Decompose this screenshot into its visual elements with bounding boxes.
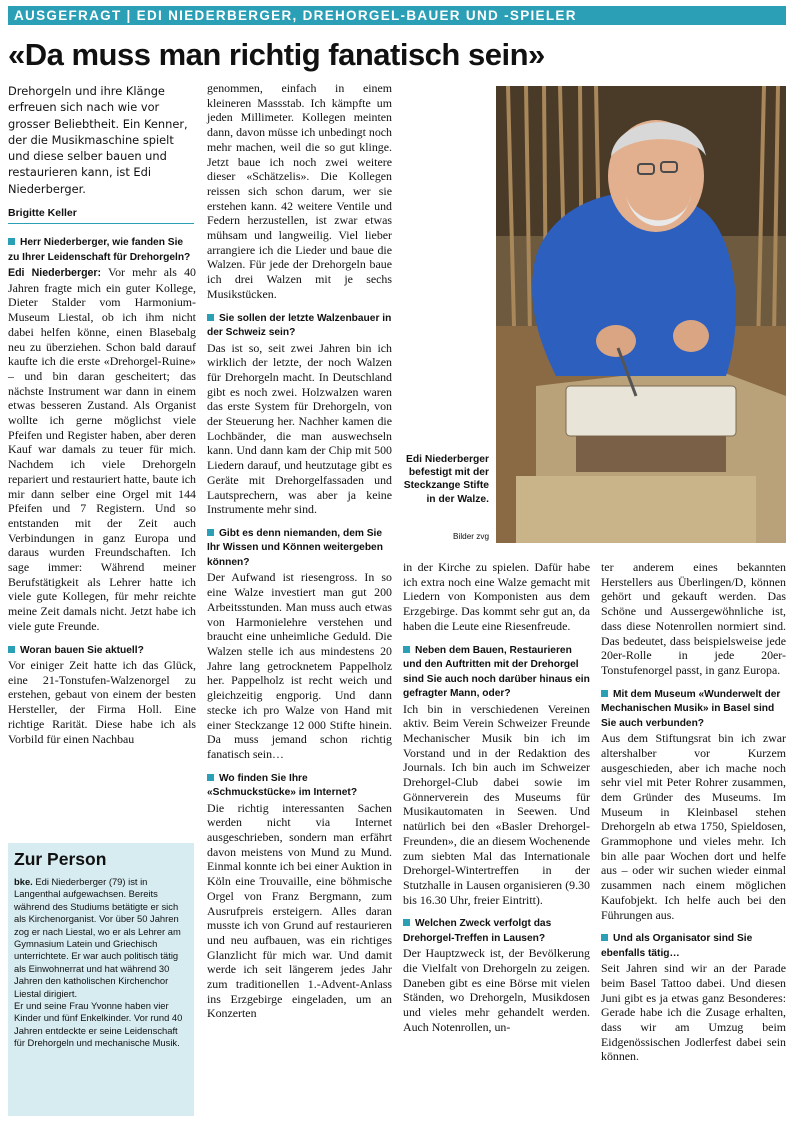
- question: Gibt es denn niemanden, dem Sie Ihr Wissen und Können weitergeben können?: [207, 527, 392, 571]
- answer: Vor einiger Zeit hatte ich das Glück, eine 21-Tonstufen-Walzenorgel zu erstehen, gebaut von einem der besten Hersteller, der Firma Holl. Eine richtige Rarität. Diese habe ich als Vorbild für einen Nachbau: [8, 658, 196, 746]
- author-tag: bke.: [14, 876, 33, 887]
- answer-text: Vor mehr als 40 Jahren fragte mich ein guter Kollege, Dieter Stalder vom Harmonium-Museum Liestal, ob ich ihm nicht dabei helfen könne, einen Blasebalg neu zu überziehen. Schon bald darauf kaufte ich die erste «Drehorgel-Ruine» – und bin daran gescheitert; das nächste Instrument war dann in einem etwas besseren Zustand. Als Organist wollte ich gerne möglichst viele Pfeifen und Register haben, aber deren Kauf war damals zu teuer für mich. Nachdem ich viele Drehorgeln repariert und restauriert hatte, baute ich mir dann selber eine Orgel mit 144 Pfeifen und 7 Registern. Und so entstanden mit der Zeit auch Verbindungen in ganz Europa und daraus wurden Freundschaften. Ich sage immer: Während meiner Berufstätigkeit als Lehrer hatte ich viele gute Kollegen, für mehr reichte meine Zeit damals nicht. Jetzt habe ich viele gute Freunde.: [8, 265, 196, 633]
- headline: «Da muss man richtig fanatisch sein»: [8, 37, 545, 72]
- answer: Die richtig interessanten Sachen werden nicht via Internet ausgeschrieben, sondern man erfährt davon meistens von Mund zu Mund. Einmal konnte ich bei einer Auktion in Köln eine Trouvaille, eine böhmische Orgel von Franz Bergmann, zum Ausrufpreis ersteigern. Alles daran musste ich von Grund auf restaurieren und neu aufbauen, was ein richtiges Glanzlicht für mich war. Und damit werde ich seit längerem jedes Jahr zum traditionellen 1.-Advent-Anlass ins Erzgebirge eingeladen, um an Konzerten: [207, 800, 392, 1021]
- question: Sie sollen der letzte Walzenbauer in der Schweiz sein?: [207, 312, 392, 341]
- profile-box: [8, 843, 194, 1116]
- lead-paragraph: Drehorgeln und ihre Klänge erfreuen sich nach wie vor grosser Beliebtheit. Ein Kenner, der die Musikmaschine spielt und diese selber bauen und restaurieren kann, ist Edi Niederberger.: [8, 84, 188, 196]
- answer: in der Kirche zu spielen. Dafür habe ich extra noch eine Walze gemacht mit Liedern von Komponisten aus dem Erzgebirge. Das kommt sehr gut an, da haben die Leute eine Riesenfreude.: [403, 560, 590, 633]
- question: Neben dem Bauen, Restaurieren und den Auftritten mit der Drehorgel sind Sie auch noch darüber hinaus ein gefragter Mann, oder?: [403, 644, 590, 702]
- answer: ter anderem eines bekannten Herstellers aus Überlingen/D, können gehört und gekauft werden. Das Schöne und Aussergewöhnliche ist, dass diese Notenrollen normiert sind. Das bedeutet, dass beispielsweise jede 20er-Rolle in jede 20er-Tonstufenorgel passt, in ganz Europa.: [601, 560, 786, 677]
- profile-paragraph: Er und seine Frau Yvonne haben vier Kinder und fünf Enkelkinder. Vor rund 40 Jahren entdeckte er seine Leidenschaft für Drehorgeln und mechanische Musik.: [14, 1000, 183, 1049]
- answer: [8, 265, 196, 634]
- photo-caption: Edi Niederberger befestigt mit der Steckzange Stifte in der Walze.: [403, 454, 489, 505]
- column-4: [601, 560, 786, 1064]
- speaker-label: Edi Niederberger:: [8, 267, 102, 279]
- answer: genommen, einfach in einem kleineren Massstab. Ich kämpfte um jeden Millimeter. Kollegen meinten dann, davon müsse ich unbedingt noch mehr machen, weil die so gut klinge. Jetzt baue ich noch zwei weitere dieser «Schätzelis». Die Kollegen reissen sich schon darum, wer sie erstehen kann. 42 weitere Ventile und Federn herzustellen, ist zwar etwas mühsam und langweilig. Viel lieber arrangiere ich die Lieder und baue die Walzen. Für jede der Drehorgeln baue ich drei Walzen mit je sechs Musikstücken.: [207, 81, 392, 301]
- column-2: [207, 81, 392, 1021]
- question: Herr Niederberger, wie fanden Sie zu Ihrer Leidenschaft für Drehorgeln?: [8, 236, 196, 265]
- column-1: [8, 236, 196, 746]
- question: Wo finden Sie Ihre «Schmuckstücke» im Internet?: [207, 772, 392, 801]
- photo-credit: Bilder zvg: [453, 532, 489, 541]
- profile-title: Zur Person: [14, 849, 107, 869]
- profile-paragraph: [14, 876, 188, 1000]
- profile-text: Edi Niederberger (79) ist in Langenthal aufgewachsen. Bereits während des Studiums betätigte er sich als Kirchenorganist. Vor über 50 Jahren zog er nach Liestal, wo er als Lehrer am Gymnasium Latein und Griechisch unterrichtete. Er war auch politisch tätig als Einwohnerrat und hat während 30 Jahren den katholischen Kirchenchor Liestal dirigiert.: [14, 876, 181, 999]
- answer: Seit Jahren sind wir an der Parade beim Basel Tattoo dabei. Und diesen Juni gibt es ja etwas ganz Besonderes: Gerade habe ich die Zusage erhalten, dass wir am Umzug beim Eidgenössischen Jodlerfest dabei sein können.: [601, 961, 786, 1064]
- answer: Aus dem Stiftungsrat bin ich zwar altershalber vor Kurzem ausgeschieden, aber ich mache noch sehr viel mit Peter Rohrer zusammen, dem Gründer des Museums. Im Museum in Kleinbasel stehen Drehorgeln ab etwa 1750, Spieldosen, Grammophone und vieles mehr. Ich bin alle paar Wochen dort und helfe aus – oder wir suchen wieder einmal zusammen nach einem möglichen Kaufobjekt. Ich helfe auch bei den Führungen aus.: [601, 731, 786, 922]
- answer: Das ist so, seit zwei Jahren bin ich wirklich der letzte, der noch Walzen für Drehorgeln macht. In Deutschland gibt es noch zwei. Holzwalzen waren das erste System für Drehorgeln, von der Steuerung her. Nachher kamen die Lochbänder, die man auswechseln kann. Und dann kam der Chip mit 500 Liedern darauf, und heutzutage gibt es Geräte mit Drehorgelfassaden und Lautsprechern, was aber ja keine Instrumente mehr sind.: [207, 340, 392, 517]
- byline: Brigitte Keller: [8, 207, 194, 224]
- answer: Ich bin in verschiedenen Vereinen aktiv. Beim Verein Schweizer Freunde Mechanischer Musik bin ich im Vorstand und in der Redaktion des Journals. Ich bin auch im Schweizer Drehorgel-Club dabei sowie im Gönnerverein des Museums für Musikautomaten in Seewen. Und natürlich bei den «Basler Drehorgel-Freunden», die an diesem Wochenende zum siebten Mal das Internationale Drehorgel-Wintertreffen in der Stutzhalle in Lausen organisieren (9.30 bis 16.30 Uhr, freier Eintritt).: [403, 701, 590, 907]
- question: Woran bauen Sie aktuell?: [8, 644, 196, 659]
- answer: Der Aufwand ist riesengross. In so eine Walze investiert man gut 200 Arbeitsstunden. Man muss auch etwas von Harmonielehre verstehen und braucht eine unheimliche Geduld. Die Walzen stelle ich aus mindestens 20 Jahre lang getrocknetem Pappelholz her. Pappelholz ist recht weich und gleichzeitig engporig. Und dann stecke ich pro Walze von Hand mit einer Steckzange 12 000 Stifte hinein. Da muss jemand schon richtig fanatisch sein…: [207, 570, 392, 761]
- question: Und als Organisator sind Sie ebenfalls tätig…: [601, 932, 786, 961]
- section-kicker: AUSGEFRAGT | EDI NIEDERBERGER, DREHORGEL-BAUER UND -SPIELER: [8, 6, 786, 25]
- column-3: [403, 560, 590, 1035]
- answer: Der Hauptzweck ist, der Bevölkerung die Vielfalt von Drehorgeln zu zeigen. Daneben gibt es eine Börse mit vielen Ständen, wo Drehorgeln, Musikdosen und vieles mehr gehandelt werden. Auch Notenrollen, un-: [403, 946, 590, 1034]
- photo-organ-builder: [496, 86, 786, 543]
- question: Mit dem Museum «Wunderwelt der Mechanischen Musik» in Basel sind Sie auch verbunden?: [601, 688, 786, 732]
- question: Welchen Zweck verfolgt das Drehorgel-Treffen in Lausen?: [403, 917, 590, 946]
